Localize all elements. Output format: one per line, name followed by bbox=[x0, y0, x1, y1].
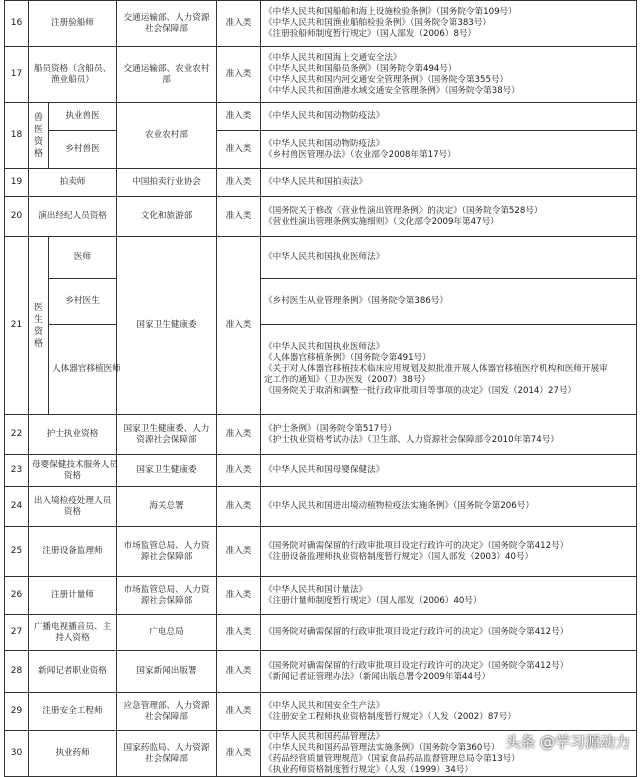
department bbox=[117, 693, 217, 731]
cell-line: 演出经纪人员资格 bbox=[38, 211, 107, 221]
legal-basis bbox=[261, 1, 637, 47]
cell-line: 准入类 bbox=[225, 627, 252, 637]
cell-line: 《新闻记者证管理办法》（新闻出版总署令2009年第44号） bbox=[264, 671, 491, 682]
cell-line: 准入类 bbox=[225, 177, 252, 187]
legal-basis bbox=[261, 131, 637, 169]
department bbox=[117, 651, 217, 693]
qualification-name bbox=[29, 455, 117, 487]
qualification-name bbox=[49, 237, 117, 279]
qualification-name bbox=[29, 577, 117, 615]
qualification-name bbox=[49, 131, 117, 169]
qualification-name bbox=[29, 169, 117, 197]
category bbox=[217, 693, 261, 731]
cell-line: 《中华人民共和国海上交通安全法》 bbox=[264, 52, 402, 63]
cell-line: 《中华人民共和国渔港水域交通安全管理条例》（国务院令第38号） bbox=[264, 85, 520, 96]
cell-line: 人体器官移植医师 bbox=[52, 364, 121, 374]
cell-line: 市场监管总局、人力资 bbox=[123, 584, 210, 595]
cell-line: 《药品经营质量管理规范》（国家食品药品监督管理总局令第13号） bbox=[264, 753, 520, 764]
cell-line: 资格 bbox=[63, 470, 82, 481]
row-number bbox=[5, 169, 29, 197]
cell-line: 注册安全工程师 bbox=[42, 706, 103, 716]
row-number bbox=[5, 455, 29, 487]
row-number bbox=[5, 651, 29, 693]
qualification-name bbox=[29, 731, 117, 777]
cell-line: 执业兽医 bbox=[65, 111, 100, 121]
cell-line: 渔业船员） bbox=[51, 74, 94, 85]
table-row bbox=[5, 131, 637, 169]
cell-line: 《人体器官移植条例》（国务院令第491号） bbox=[264, 353, 431, 363]
table-row bbox=[5, 487, 637, 527]
category bbox=[217, 1, 261, 47]
cell-line: 《注册验船师制度暂行规定》（国人部发（2006）8号） bbox=[264, 29, 477, 39]
cell-line: 《中华人民共和国进出境动植物检疫法实施条例》（国务院令第206号） bbox=[264, 501, 534, 511]
table-row bbox=[5, 693, 637, 731]
department bbox=[117, 169, 217, 197]
cell-line: 国家卫生健康委、人力 bbox=[123, 423, 210, 434]
cell-line: 注册设备监理师 bbox=[42, 546, 103, 556]
legal-basis bbox=[261, 197, 637, 237]
category bbox=[217, 103, 261, 131]
qualification-table bbox=[4, 0, 637, 777]
department bbox=[117, 237, 217, 415]
cell-line: 注册计量师 bbox=[51, 590, 94, 600]
table-row bbox=[5, 615, 637, 651]
cell-line: 23 bbox=[10, 465, 23, 475]
cell-line: 准入类 bbox=[225, 429, 252, 439]
legal-basis bbox=[261, 527, 637, 577]
cell-line: 广播电视播音员、主 bbox=[33, 621, 112, 632]
qualification-name bbox=[29, 651, 117, 693]
cell-line: 《护士执业资格考试办法》（卫生部、人力资源社会保障部令2010年第74号） bbox=[264, 434, 559, 445]
table-row bbox=[5, 325, 637, 415]
cell-line: 30 bbox=[10, 748, 23, 758]
cell-line: 19 bbox=[10, 177, 23, 187]
department bbox=[117, 1, 217, 47]
legal-basis bbox=[261, 237, 637, 279]
qualification-name bbox=[49, 325, 121, 415]
category bbox=[217, 651, 261, 693]
row-number bbox=[5, 1, 29, 47]
cell-line: 拍卖师 bbox=[59, 177, 86, 187]
cell-line: 《执业药师资格制度暂行规定》（人发（1999）34号） bbox=[264, 764, 473, 775]
row-number bbox=[5, 615, 29, 651]
cell-line: 社会保障部 bbox=[145, 753, 188, 764]
legal-basis bbox=[261, 487, 637, 527]
row-number bbox=[5, 527, 29, 577]
cell-line: 乡村兽医 bbox=[65, 144, 100, 154]
legal-basis bbox=[261, 455, 637, 487]
cell-line: 18 bbox=[10, 130, 23, 140]
cell-line: 农业农村部 bbox=[145, 130, 188, 140]
cell-line: 《国务院关于取消和调整一批行政审批项目等事项的决定》（国发（2014）27号） bbox=[264, 386, 577, 396]
cell-line: 格 bbox=[33, 338, 43, 349]
cell-line: 母婴保健技术服务人员 bbox=[32, 459, 118, 470]
cell-line: 25 bbox=[10, 546, 23, 556]
department bbox=[117, 197, 217, 237]
cell-line: 《中华人民共和国动物防疫法》 bbox=[264, 138, 385, 149]
cell-line: 国家药监局、人力资源 bbox=[123, 742, 210, 753]
cell-line: 准入类 bbox=[225, 211, 252, 221]
row-number bbox=[5, 577, 29, 615]
legal-basis bbox=[261, 651, 637, 693]
category bbox=[217, 615, 261, 651]
cell-line: 《中华人民共和国船舶和海上设施检验条例》（国务院令第109号） bbox=[264, 7, 517, 17]
table-row bbox=[5, 279, 637, 325]
table-row bbox=[5, 169, 637, 197]
table-body bbox=[5, 1, 637, 777]
cell-line: 资 bbox=[33, 326, 43, 337]
cell-line: 定工作的通知》（卫办医发（2007）38号） bbox=[264, 375, 431, 385]
qualification-name bbox=[49, 103, 117, 131]
cell-line: 《营业性演出管理条例实施细则》（文化部令2009年第47号） bbox=[264, 216, 499, 227]
qualification-name bbox=[29, 487, 117, 527]
cell-line: 《中华人民共和国计量法》 bbox=[264, 584, 368, 595]
cell-line: 源社会保障部 bbox=[140, 595, 193, 606]
cell-line: 源社会保障部 bbox=[140, 551, 193, 562]
qualification-name bbox=[29, 615, 117, 651]
department bbox=[117, 731, 217, 777]
qualification-name bbox=[49, 279, 117, 325]
cell-line: 出入境检疫处理人员 bbox=[33, 495, 112, 506]
cell-line: 准入类 bbox=[225, 748, 252, 758]
cell-line: 29 bbox=[10, 706, 23, 716]
category bbox=[217, 577, 261, 615]
cell-line: 注册验船师 bbox=[51, 18, 94, 28]
cell-line: 应急管理部、人力资源 bbox=[123, 700, 210, 711]
qualification-name bbox=[29, 527, 117, 577]
cell-line: 《注册安全工程师执业资格制度暂行规定》（人发（2002）87号） bbox=[264, 711, 516, 722]
qualification-name bbox=[29, 693, 117, 731]
category bbox=[217, 47, 261, 103]
cell-line: 《中华人民共和国药品管理法实施条例》（国务院令第360号） bbox=[264, 742, 500, 753]
cell-line: 准入类 bbox=[225, 465, 252, 475]
cell-line: 20 bbox=[10, 211, 23, 221]
cell-line: 《中华人民共和国药品管理法》 bbox=[264, 731, 385, 742]
department bbox=[117, 487, 217, 527]
table-row bbox=[5, 1, 637, 47]
cell-line: 准入类 bbox=[225, 590, 252, 600]
cell-line: 《中华人民共和国执业医师法》 bbox=[264, 342, 385, 352]
row-number bbox=[5, 693, 29, 731]
cell-line: 《国务院关于修改〈营业性演出管理条例〉的决定》（国务院令第528号） bbox=[264, 205, 543, 216]
department bbox=[117, 47, 217, 103]
qualification-group bbox=[29, 103, 49, 169]
cell-line: 准入类 bbox=[225, 18, 252, 28]
table-row bbox=[5, 577, 637, 615]
cell-line: 《中华人民共和国执业医师法》 bbox=[264, 252, 385, 262]
cell-line: 准入类 bbox=[225, 546, 252, 556]
watermark: 头条 @学习源动力 bbox=[505, 733, 630, 751]
legal-basis bbox=[261, 169, 637, 197]
cell-line: 广电总局 bbox=[149, 627, 184, 637]
department bbox=[117, 527, 217, 577]
cell-line: 护士执业资格 bbox=[46, 429, 99, 439]
row-number bbox=[5, 197, 29, 237]
cell-line: 生 bbox=[33, 314, 43, 325]
cell-line: 格 bbox=[33, 148, 43, 159]
row-number bbox=[5, 237, 29, 415]
cell-line: 22 bbox=[10, 429, 23, 439]
cell-line: 《关于对人体器官移植技术临床应用规划及拟批准开展人体器官移植医疗机构和医师开展审 bbox=[264, 364, 608, 374]
department bbox=[117, 415, 217, 455]
cell-line: 准入类 bbox=[225, 320, 252, 330]
qualification-name bbox=[29, 1, 117, 47]
cell-line: 《国务院对确需保留的行政审批项目设定行政许可的决定》（国务院令第412号） bbox=[264, 540, 569, 551]
cell-line: 交通运输部、人力资源 bbox=[123, 12, 210, 23]
cell-line: 《注册设备监理师执业资格制度暂行规定》（国人部发（2003）40号） bbox=[264, 551, 534, 562]
legal-basis bbox=[261, 415, 637, 455]
category bbox=[217, 131, 261, 169]
cell-line: 《乡村医生从业管理条例》（国务院令第386号） bbox=[264, 296, 448, 306]
table-row bbox=[5, 415, 637, 455]
cell-line: 《护士条例》（国务院令第517号） bbox=[264, 423, 397, 434]
cell-line: 《中华人民共和国安全生产法》 bbox=[264, 700, 385, 711]
cell-line: 准入类 bbox=[225, 111, 252, 121]
cell-line: 28 bbox=[10, 666, 23, 676]
cell-line: 《国务院对确需保留的行政审批项目设定行政许可的决定》（国务院令第412号） bbox=[264, 627, 569, 637]
category bbox=[217, 169, 261, 197]
table-row bbox=[5, 455, 637, 487]
category bbox=[217, 237, 261, 415]
cell-line: 《中华人民共和国内河交通安全管理条例》（国务院令第355号） bbox=[264, 74, 509, 85]
row-number bbox=[5, 103, 29, 169]
cell-line: 国家新闻出版署 bbox=[136, 666, 197, 676]
cell-line: 社会保障部 bbox=[145, 711, 188, 722]
cell-line: 国家卫生健康委 bbox=[136, 465, 197, 475]
cell-line: 交通运输部、农业农村 bbox=[123, 63, 210, 74]
qualification-name bbox=[29, 47, 117, 103]
cell-line: 准入类 bbox=[225, 144, 252, 154]
cell-line: 市场监管总局、人力资 bbox=[123, 540, 210, 551]
cell-line: 资 bbox=[33, 136, 43, 147]
cell-line: 中国拍卖行业协会 bbox=[132, 177, 201, 187]
cell-line: 文化和旅游部 bbox=[140, 211, 193, 221]
cell-line: 《中华人民共和国船员条例》（国务院令第494号） bbox=[264, 63, 457, 74]
qualification-name bbox=[29, 415, 117, 455]
cell-line: 《乡村兽医管理办法》（农业部令2008年第17号） bbox=[264, 149, 456, 160]
cell-line: 部 bbox=[162, 74, 171, 85]
qualification-name bbox=[29, 197, 117, 237]
department bbox=[117, 577, 217, 615]
table-row bbox=[5, 103, 637, 131]
cell-line: 执业药师 bbox=[55, 748, 90, 758]
cell-line: 船员资格（含船员、 bbox=[33, 63, 112, 74]
cell-line: 资源社会保障部 bbox=[136, 434, 197, 445]
cell-line: 持人资格 bbox=[55, 632, 90, 643]
legal-basis bbox=[261, 577, 637, 615]
cell-line: 准入类 bbox=[225, 69, 252, 79]
cell-line: 26 bbox=[10, 590, 23, 600]
cell-line: 《中华人民共和国渔业船舶检验条例》（国务院令第383号） bbox=[264, 18, 491, 28]
legal-basis bbox=[261, 693, 637, 731]
legal-basis bbox=[261, 47, 637, 103]
legal-basis bbox=[261, 615, 637, 651]
cell-line: 海关总署 bbox=[149, 501, 184, 511]
cell-line: 《注册计量师制度暂行规定》（国人部发（2006）40号） bbox=[264, 595, 482, 606]
table-row bbox=[5, 237, 637, 279]
cell-line: 乡村医生 bbox=[65, 296, 100, 306]
cell-line: 医 bbox=[33, 302, 43, 313]
cell-line: 兽 bbox=[33, 112, 43, 123]
legal-basis bbox=[261, 325, 637, 415]
category bbox=[217, 731, 261, 777]
cell-line: 17 bbox=[10, 69, 23, 79]
row-number bbox=[5, 731, 29, 777]
cell-line: 准入类 bbox=[225, 706, 252, 716]
legal-basis bbox=[261, 103, 637, 131]
category bbox=[217, 527, 261, 577]
table-row bbox=[5, 197, 637, 237]
table-row bbox=[5, 651, 637, 693]
category bbox=[217, 455, 261, 487]
cell-line: 《国务院对确需保留的行政审批项目设定行政许可的决定》（国务院令第412号） bbox=[264, 660, 569, 671]
cell-line: 医 bbox=[33, 124, 43, 135]
row-number bbox=[5, 415, 29, 455]
category bbox=[217, 487, 261, 527]
qualification-group bbox=[29, 237, 49, 415]
legal-basis bbox=[261, 279, 637, 325]
cell-line: 16 bbox=[10, 18, 23, 28]
cell-line: 21 bbox=[10, 320, 23, 330]
category bbox=[217, 197, 261, 237]
cell-line: 27 bbox=[10, 627, 23, 637]
cell-line: 国家卫生健康委 bbox=[136, 320, 197, 330]
department bbox=[117, 455, 217, 487]
category bbox=[217, 415, 261, 455]
department bbox=[117, 103, 217, 169]
cell-line: 准入类 bbox=[225, 501, 252, 511]
row-number bbox=[5, 487, 29, 527]
cell-line: 《中华人民共和国母婴保健法》 bbox=[264, 465, 385, 475]
cell-line: 《中华人民共和国拍卖法》 bbox=[264, 177, 368, 187]
cell-line: 《中华人民共和国动物防疫法》 bbox=[264, 111, 385, 121]
row-number bbox=[5, 47, 29, 103]
cell-line: 社会保障部 bbox=[145, 23, 188, 34]
cell-line: 资格 bbox=[63, 506, 82, 517]
table-row bbox=[5, 47, 637, 103]
cell-line: 新闻记者职业资格 bbox=[38, 666, 107, 676]
cell-line: 24 bbox=[10, 501, 23, 511]
department bbox=[117, 615, 217, 651]
cell-line: 医师 bbox=[73, 252, 92, 262]
table-row bbox=[5, 527, 637, 577]
cell-line: 准入类 bbox=[225, 666, 252, 676]
